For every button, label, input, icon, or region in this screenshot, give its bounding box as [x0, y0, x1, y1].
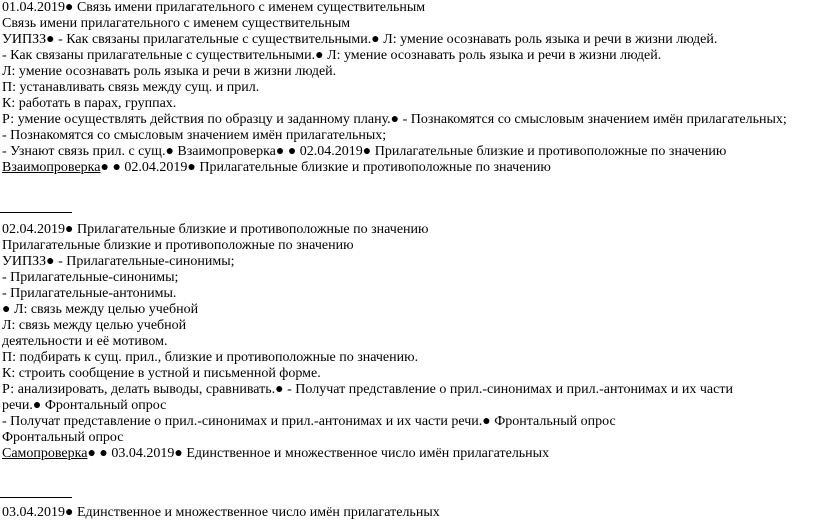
text-line: Фронтальный опрос	[2, 430, 124, 445]
text-line: Р: умение осуществлять действия по образцу и заданному плану.● - Познакомятся со смысловым значением имён прилагательных;	[2, 112, 787, 127]
text-line: Л: умение осознавать роль языка и речи в жизни людей.	[2, 64, 337, 79]
text-line: УИПЗЗ● - Прилагательные-синонимы;	[2, 254, 235, 269]
lesson-date-title: 01.04.2019● Связь имени прилагательного с именем существительным	[2, 0, 426, 15]
text-line: ● Л: связь между целью учебной	[2, 302, 199, 317]
text-line: - Как связаны прилагательные с существительными.● Л: умение осознавать роль языка и речи в жизни людей.	[2, 48, 662, 63]
text-line: - Прилагательные-антонимы.	[2, 286, 177, 301]
text-line: - Познакомятся со смысловым значением имён прилагательных;	[2, 128, 387, 143]
text-line: деятельности и её мотивом.	[2, 334, 168, 349]
self-check-link[interactable]: Самопроверка	[2, 446, 88, 461]
text-line: Р: анализировать, делать выводы, сравнивать.● - Получат представление о прил.-синонимах и прил.-антонимах и их части	[2, 382, 733, 397]
lesson-topic: Связь имени прилагательного с именем существительным	[2, 16, 351, 31]
text-line	[2, 160, 551, 176]
peer-check-link[interactable]: Взаимопроверка	[2, 160, 101, 175]
text-line: П: устанавливать связь между сущ. и прил.	[2, 80, 260, 95]
text-line: - Прилагательные-синонимы;	[2, 270, 179, 285]
text-line	[2, 446, 549, 462]
text-line: - Получат представление о прил.-синонимах и прил.-антонимах и их части речи.● Фронтальный опрос	[2, 414, 616, 429]
text-line: П: подбирать к сущ. прил., близкие и противоположные по значению.	[2, 350, 419, 365]
lesson-date-title: 02.04.2019● Прилагательные близкие и противоположные по значению	[2, 222, 429, 237]
text-line: К: строить сообщение в устной и письменной форме.	[2, 366, 321, 381]
text-line: Л: связь между целью учебной	[2, 318, 187, 333]
text-line: УИПЗЗ● - Как связаны прилагательные с существительными.● Л: умение осознавать роль языка и речи в жизни людей.	[2, 32, 718, 47]
text-fragment: ● ● 02.04.2019● Прилагательные близкие и противоположные по значению	[100, 160, 551, 175]
text-line: речи.● Фронтальный опрос	[2, 398, 167, 413]
text-line: - Узнают связь прил. с сущ.● Взаимопроверка● ● 02.04.2019● Прилагательные близкие и противоположные по значению	[2, 144, 727, 159]
lesson-topic: Прилагательные близкие и противоположные по значению	[2, 238, 354, 253]
text-line: К: работать в парах, группах.	[2, 96, 177, 111]
separator-rule	[0, 212, 72, 213]
separator-rule	[0, 497, 72, 498]
lesson-date-title: 03.04.2019● Единственное и множественное число имён прилагательных	[2, 505, 440, 520]
text-fragment: ● ● 03.04.2019● Единственное и множественное число имён прилагательных	[87, 446, 550, 461]
